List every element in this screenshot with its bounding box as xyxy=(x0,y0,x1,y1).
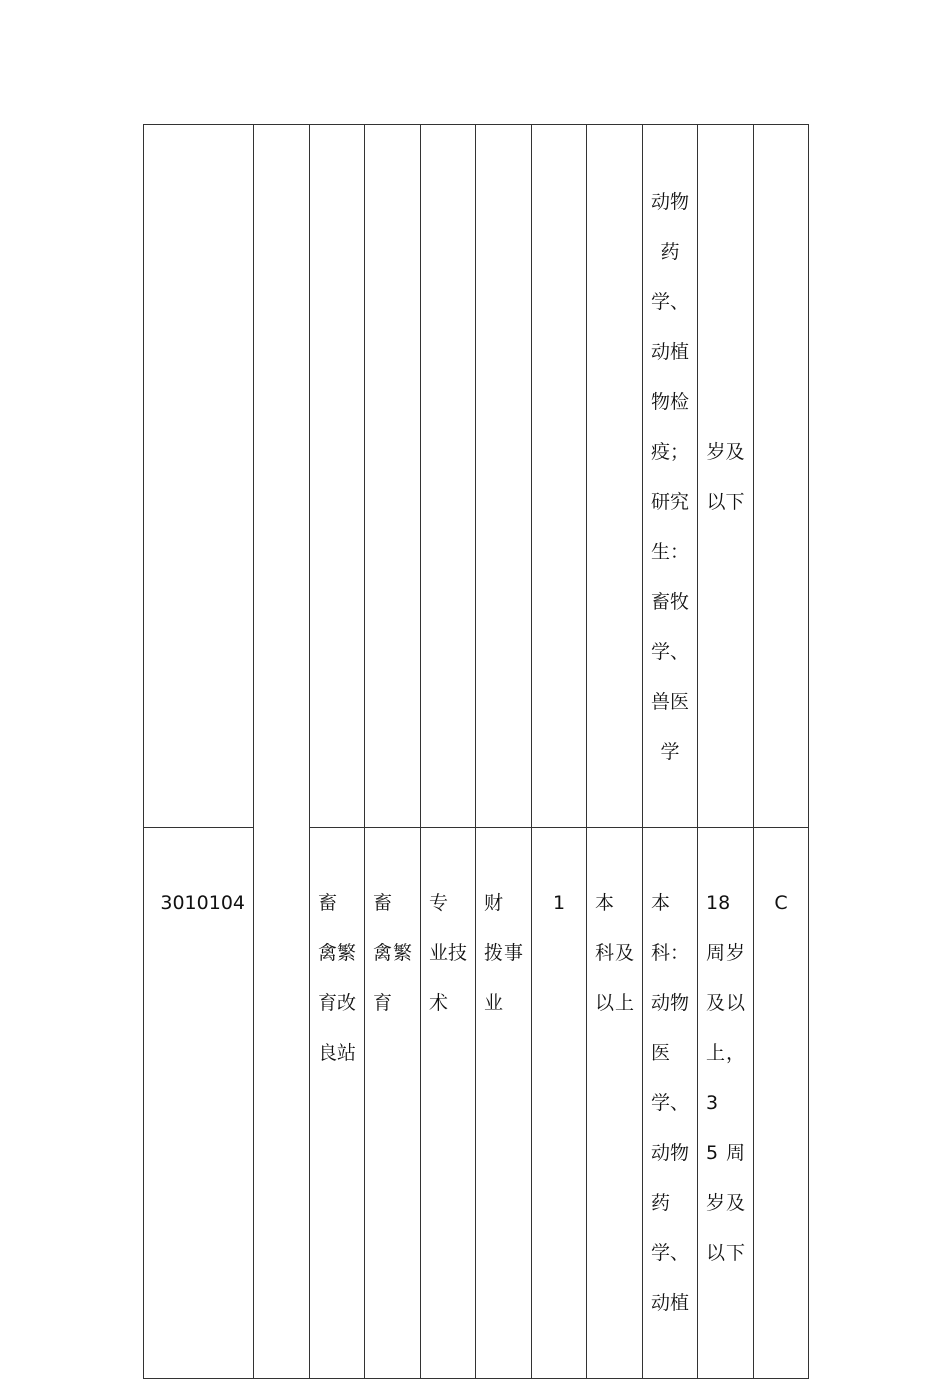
code-cell xyxy=(144,828,254,1379)
position-cell xyxy=(365,828,421,1379)
count-text: 1 xyxy=(552,892,566,914)
age-text: 岁及 以下 xyxy=(706,441,745,513)
major-cell xyxy=(643,125,698,828)
funding-cell xyxy=(476,828,532,1379)
table-row xyxy=(144,828,809,1379)
code-cell xyxy=(144,125,254,828)
unit-text: 畜 禽繁 育改 良站 xyxy=(318,892,357,1064)
major-cell xyxy=(643,828,698,1379)
age-cell xyxy=(698,125,754,828)
funding-text: 财 拨事 业 xyxy=(484,892,523,1014)
major-text: 动物 药 学、 动植 物检 疫； 研究 生： 畜牧 学、 兽医 学 xyxy=(651,191,690,763)
count-cell xyxy=(532,125,587,828)
education-text: 本 科及 以上 xyxy=(595,892,634,1014)
count-cell xyxy=(532,828,587,1379)
unit-cell xyxy=(310,828,365,1379)
education-cell xyxy=(587,125,643,828)
recruitment-table xyxy=(143,124,809,1379)
position-code: 3010104 xyxy=(160,892,245,914)
major-text: 本 科： 动物 医 学、 动物 药 学、 动植 xyxy=(651,892,690,1314)
category-text: 专 业技 术 xyxy=(429,892,468,1014)
unit-cell xyxy=(310,125,365,828)
level-cell xyxy=(754,125,809,828)
age-text: 18 周岁 及以 上，3 5周 岁及 以下 xyxy=(706,892,746,1264)
department-cell xyxy=(254,125,310,1379)
position-cell xyxy=(365,125,421,828)
position-text: 畜 禽繁 育 xyxy=(373,892,412,1014)
table-row xyxy=(144,125,809,828)
funding-cell xyxy=(476,125,532,828)
education-cell xyxy=(587,828,643,1379)
age-cell xyxy=(698,828,754,1379)
category-cell xyxy=(421,125,476,828)
level-cell xyxy=(754,828,809,1379)
level-text: C xyxy=(774,892,788,914)
category-cell xyxy=(421,828,476,1379)
